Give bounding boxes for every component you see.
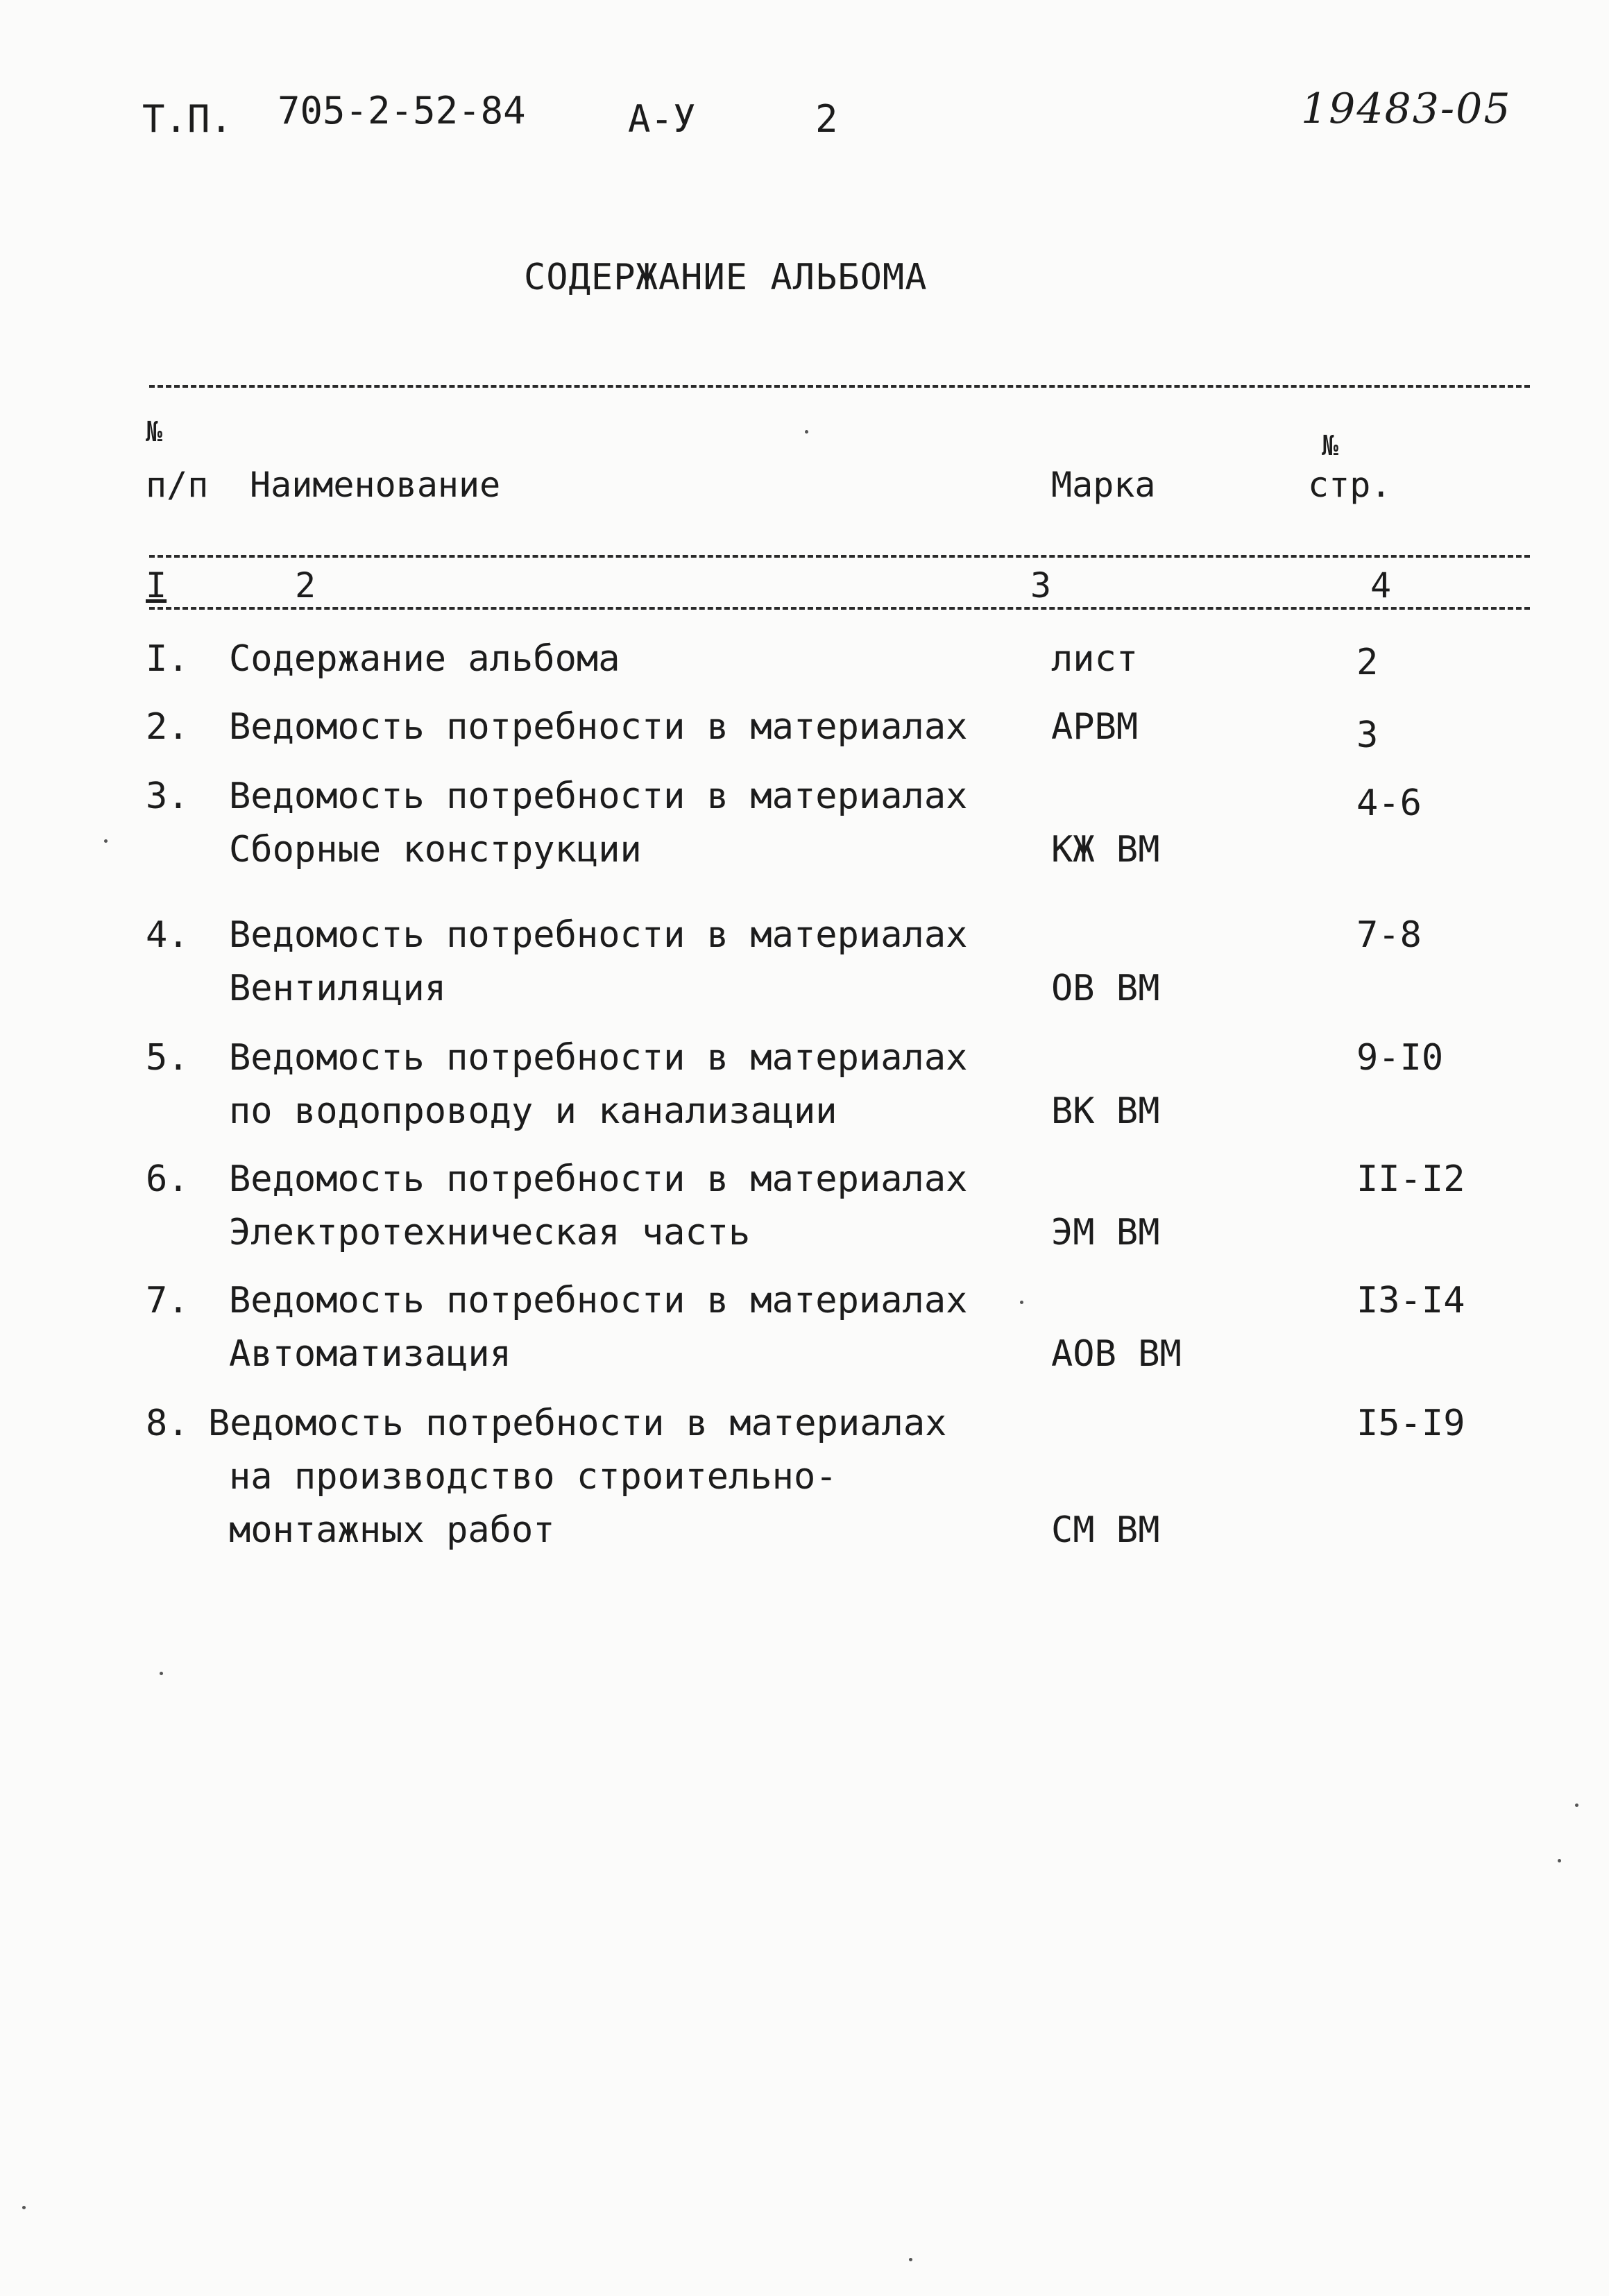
project-number: 705-2-52-84	[278, 89, 526, 132]
row-4-number: 4.	[146, 914, 189, 956]
tp-label: Т.П.	[142, 97, 233, 141]
name-column-header: Наименование	[250, 465, 501, 505]
scan-speck	[160, 1672, 163, 1675]
page-title: СОДЕРЖАНИЕ АЛЬБОМА	[524, 257, 928, 298]
num-symbol: №	[146, 416, 163, 448]
row-1-mark: лист	[1051, 638, 1139, 680]
row-5-pages: 9-I0	[1356, 1037, 1444, 1079]
column-number-3: 3	[1030, 565, 1052, 606]
row-5-mark: ВК ВМ	[1051, 1090, 1160, 1132]
column-numbers-rule	[149, 607, 1530, 610]
row-6-pages: II-I2	[1356, 1158, 1465, 1200]
column-number-1: I	[146, 565, 167, 606]
row-6-mark: ЭМ ВМ	[1051, 1212, 1160, 1253]
row-1-pages: 2	[1356, 642, 1379, 683]
mark-column-header: Марка	[1051, 465, 1156, 505]
row-8-name-line-1: Ведомость потребности в материалах	[208, 1403, 947, 1444]
row-7-name-line-2: Автоматизация	[229, 1333, 511, 1375]
page-number: 2	[815, 97, 838, 141]
row-1-name: Содержание альбома	[229, 638, 620, 680]
column-number-4: 4	[1370, 565, 1392, 606]
page-symbol: №	[1322, 430, 1339, 462]
row-8-pages: I5-I9	[1356, 1403, 1465, 1444]
row-2-number: 2.	[146, 706, 189, 748]
row-4-name-line-2: Вентиляция	[229, 968, 447, 1009]
row-7-number: 7.	[146, 1280, 189, 1321]
row-7-pages: I3-I4	[1356, 1280, 1465, 1321]
row-3-name-line-2: Сборные конструкции	[229, 829, 642, 871]
scan-speck	[805, 430, 808, 434]
row-6-name-line-1: Ведомость потребности в материалах	[229, 1158, 968, 1200]
row-4-pages: 7-8	[1356, 914, 1422, 956]
row-8-number: 8.	[146, 1403, 189, 1444]
row-2-mark: АРВМ	[1051, 706, 1139, 748]
row-5-name-line-2: по водопроводу и канализации	[229, 1090, 837, 1132]
row-6-name-line-2: Электротехническая часть	[229, 1212, 751, 1253]
album-code: А-У	[628, 97, 696, 141]
row-3-mark: КЖ ВМ	[1051, 829, 1160, 871]
scan-speck	[1020, 1301, 1023, 1304]
scan-speck	[22, 2206, 26, 2209]
row-4-name-line-1: Ведомость потребности в материалах	[229, 914, 968, 956]
row-3-name-line-1: Ведомость потребности в материалах	[229, 776, 968, 817]
archive-number-handwritten: 19483-05	[1301, 85, 1512, 133]
row-3-pages: 4-6	[1356, 782, 1422, 824]
row-6-number: 6.	[146, 1158, 189, 1200]
row-8-name-line-3: монтажных работ	[229, 1509, 555, 1551]
scan-speck	[1558, 1859, 1561, 1862]
row-8-name-line-2: на производство строительно-	[229, 1456, 837, 1498]
row-8-mark: СМ ВМ	[1051, 1509, 1160, 1551]
row-7-name-line-1: Ведомость потребности в материалах	[229, 1280, 968, 1321]
row-2-name: Ведомость потребности в материалах	[229, 706, 968, 748]
column-number-2: 2	[295, 565, 316, 606]
scan-speck	[1575, 1804, 1578, 1807]
num-column-header: п/п	[146, 465, 209, 505]
table-top-rule	[149, 385, 1530, 388]
row-3-number: 3.	[146, 776, 189, 817]
scan-speck	[909, 2258, 912, 2261]
row-1-number: I.	[146, 638, 189, 680]
page-column-header: стр.	[1308, 465, 1392, 505]
scan-speck	[104, 839, 108, 843]
row-5-name-line-1: Ведомость потребности в материалах	[229, 1037, 968, 1079]
header-bottom-rule	[149, 555, 1530, 558]
row-5-number: 5.	[146, 1037, 189, 1079]
row-4-mark: ОВ ВМ	[1051, 968, 1160, 1009]
row-2-pages: 3	[1356, 714, 1379, 756]
row-7-mark: АОВ ВМ	[1051, 1333, 1182, 1375]
